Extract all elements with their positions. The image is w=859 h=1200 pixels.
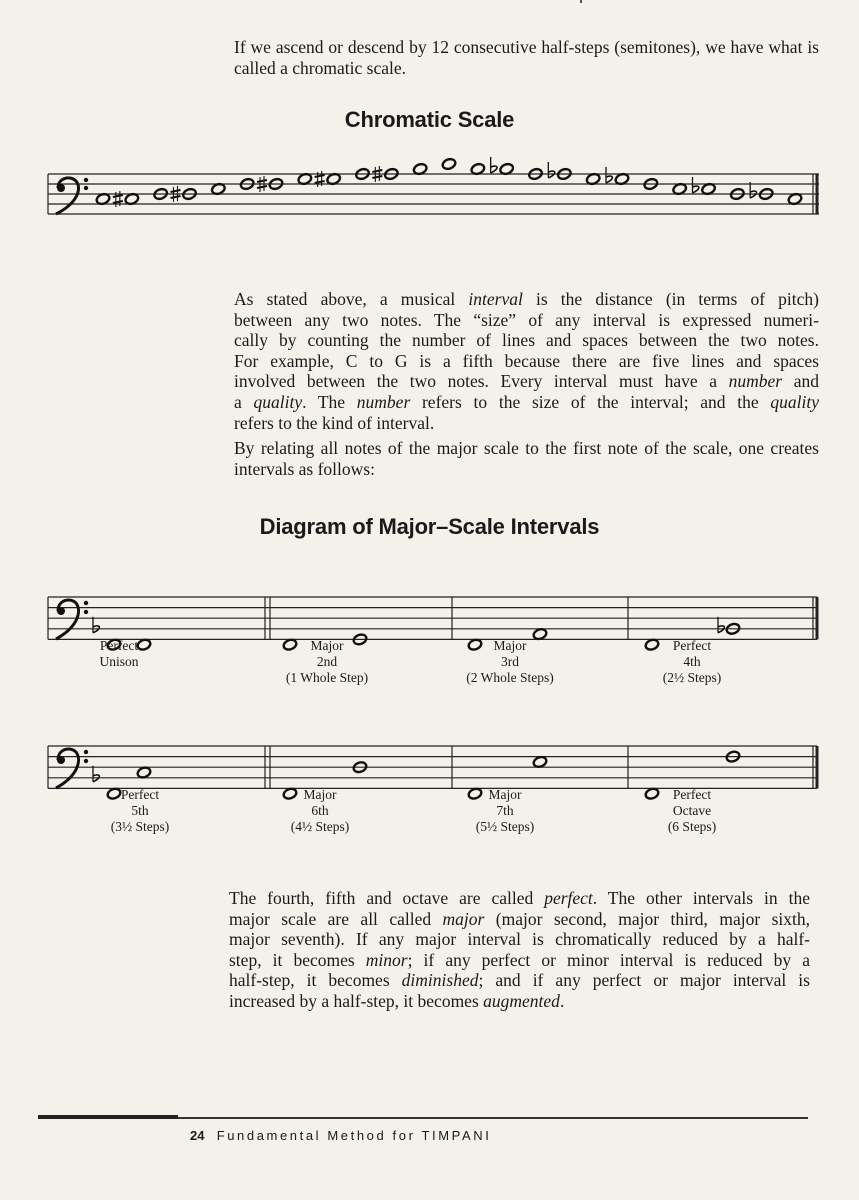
caption-line: Perfect [672, 787, 712, 802]
chromatic-scale-heading: Chromatic Scale [344, 107, 515, 132]
caption-line: Major [303, 787, 337, 802]
book-title: Fundamental Method for TIMPANI [216, 1128, 492, 1143]
flat-icon [718, 617, 724, 633]
intro-paragraph: If we ascend or descend by 12 consecutive half-steps (semitones), we have what is called a chromatic scale. [234, 37, 819, 78]
caption-line: Unison [99, 654, 139, 669]
interval-caption [440, 638, 580, 686]
caption-line: Perfect [672, 638, 712, 653]
interval-caption [435, 787, 575, 835]
caption-line: Perfect [99, 638, 139, 653]
caption-line: (4½ Steps) [290, 819, 350, 834]
diagram-heading: Diagram of Major–Scale Intervals [259, 514, 600, 539]
caption-line: 3rd [501, 654, 519, 669]
caption-line: (6 Steps) [667, 819, 717, 834]
caption-line: Perfect [120, 787, 160, 802]
bass-clef-icon [56, 749, 88, 788]
caption-line: (5½ Steps) [475, 819, 535, 834]
interval-caption [622, 638, 762, 686]
caption-line: 2nd [316, 654, 338, 669]
caption-line: Major [310, 638, 344, 653]
interval-caption [622, 787, 762, 835]
note [532, 755, 547, 768]
interval-paragraph: As stated above, a musical interval is the distance (in terms of pitch) between any two notes. The “size” of any interval is expressed numeri- cally by counting the number of lines and spaces between the two notes. For example, C to G is a fifth because there are five lines and spaces involved between the two notes. Every interval must have a number and a quality. The number refers to the size of the interval; and the quality refers to the kind of interval. [234, 289, 819, 433]
interval-caption [250, 787, 390, 835]
interval-caption [49, 638, 189, 670]
flat-icon [93, 766, 99, 782]
closing-paragraph: The fourth, fifth and octave are called perfect. The other intervals in the major scale are all called major (major second, major third, major sixth, major seventh). If any major interval is chromatically reduced by a half- step, it becomes minor; if any perfect or minor interval is reduced by a half-step, it becomes diminished; and if any perfect or major interval is increased by a half-step, it becomes augmented. [229, 888, 810, 1011]
interval-caption [257, 638, 397, 686]
flat-icon [93, 617, 99, 633]
caption-line: Major [488, 787, 522, 802]
note [136, 766, 151, 779]
interval-caption [70, 787, 210, 835]
caption-line: Octave [672, 803, 712, 818]
caption-line: 4th [683, 654, 701, 669]
bass-clef-icon [56, 600, 88, 639]
caption-line: (3½ Steps) [110, 819, 170, 834]
page-footer [190, 1128, 491, 1143]
caption-line: (2 Whole Steps) [466, 670, 554, 685]
page-number: 24 [190, 1128, 205, 1143]
caption-line: Major [493, 638, 527, 653]
footer-rule-accent [38, 1115, 178, 1119]
caption-line: 6th [311, 803, 329, 818]
relating-paragraph: By relating all notes of the major scale to the first note of the scale, one creates intervals as follows: [234, 438, 819, 479]
caption-line: (1 Whole Step) [285, 670, 369, 685]
caption-line: (2½ Steps) [662, 670, 722, 685]
caption-line: 7th [496, 803, 514, 818]
caption-line: 5th [131, 803, 149, 818]
